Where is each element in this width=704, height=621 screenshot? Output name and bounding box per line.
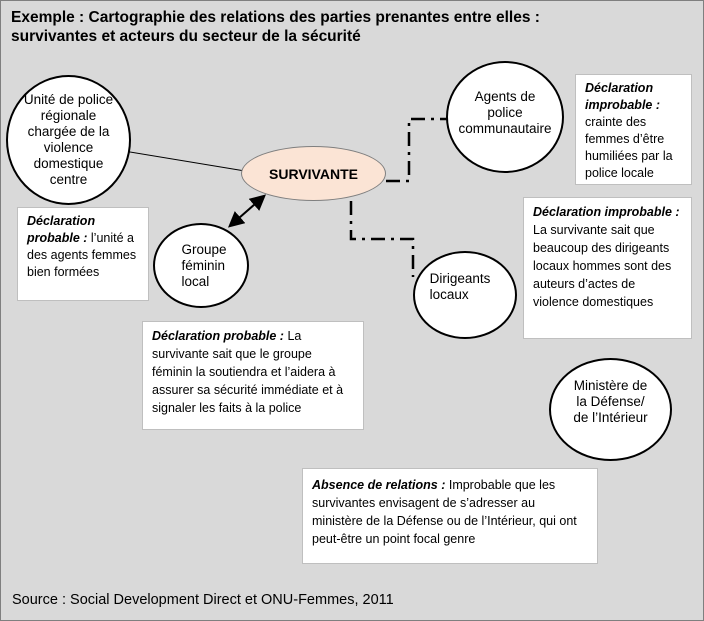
node-ministere-line: la Défense/ — [576, 393, 645, 409]
node-groupe-feminin-line: Groupe — [181, 241, 227, 257]
note-heading: Déclaration probable : — [27, 214, 96, 245]
node-dirigeants-line: locaux — [429, 287, 469, 302]
node-agents-police — [446, 61, 564, 173]
node-police-regionale — [6, 75, 131, 205]
link-police-regionale — [124, 151, 245, 171]
link-groupe-feminin — [231, 197, 263, 225]
node-agents-police-line: police — [487, 105, 523, 120]
note-text: La survivante sait que le groupe féminin la soutiendra et l’aidera à assurer sa sécurité immédiate et à signaler les faits à la police — [152, 329, 344, 415]
title-line-2: survivantes et acteurs du secteur de la sécurité — [11, 28, 361, 45]
node-police-regionale-line: régionale — [40, 108, 97, 123]
note-text: l’unité a des agents femmes bien formées — [27, 231, 137, 279]
node-groupe-feminin-line: local — [181, 273, 210, 289]
node-police-regionale-line: domestique — [33, 156, 104, 171]
node-police-regionale-line: Unité de police — [23, 92, 114, 107]
node-agents-police-line: Agents de — [474, 89, 536, 104]
node-survivante — [241, 146, 386, 201]
note-text: La survivante sait que beaucoup des dirigeants locaux hommes sont des auteurs d’actes de violence domestiques — [533, 223, 672, 309]
note-groupe-feminin — [142, 321, 364, 430]
node-agents-police-line: communautaire — [458, 121, 552, 136]
note-heading: Déclaration improbable : — [533, 205, 680, 219]
node-dirigeants — [413, 251, 517, 339]
node-groupe-feminin — [153, 223, 249, 308]
node-ministere-line: Ministère de — [573, 377, 648, 393]
node-police-regionale-line: violence — [43, 140, 94, 155]
note-dirigeants — [523, 197, 692, 339]
note-ministere — [302, 468, 598, 564]
node-police-regionale-line: chargée de la — [27, 124, 110, 139]
node-ministere — [549, 358, 672, 461]
link-agents-police — [386, 119, 447, 181]
node-survivante-label: SURVIVANTE — [269, 165, 358, 182]
note-heading: Déclaration improbable : — [585, 81, 661, 112]
note-police-regionale — [17, 207, 149, 301]
source-caption: Source : Social Development Direct et ONU-Femmes, 2011 — [12, 592, 394, 608]
link-dirigeants — [351, 201, 413, 277]
note-agents-police — [575, 74, 692, 185]
note-heading: Déclaration probable : — [152, 329, 284, 343]
title-line-1: Exemple : Cartographie des relations des parties prenantes entre elles : — [11, 9, 540, 26]
node-police-regionale-line: centre — [49, 172, 88, 187]
node-dirigeants-line: Dirigeants — [429, 271, 491, 286]
note-text: Improbable que les survivantes envisagent de s’adresser au ministère de la Défense ou de l’Intérieur, qui ont peut-être un point focal genre — [312, 478, 577, 546]
node-groupe-feminin-line: féminin — [181, 257, 226, 273]
node-ministere-line: de l’Intérieur — [573, 409, 648, 425]
note-heading: Absence de relations : — [312, 478, 446, 492]
note-text: crainte des femmes d’être humiliées par la police locale — [585, 115, 673, 180]
